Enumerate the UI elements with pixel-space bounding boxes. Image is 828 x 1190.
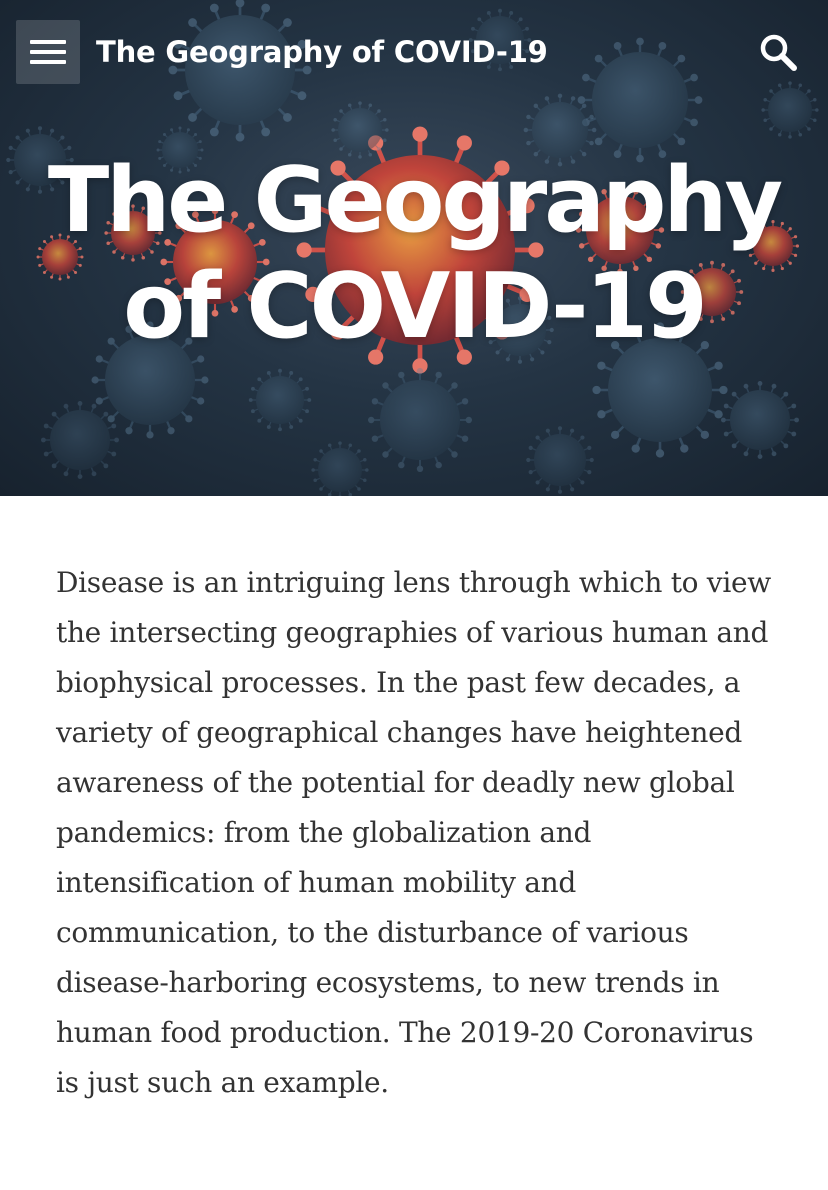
- intro-paragraph: Disease is an intriguing lens through which to view the intersecting geographies of various human and biophysical processes. In the past few decades, a variety of geographical changes have heightened awareness of the potential for deadly new global pandemics: from the globalization and intensification of human mobility and communication, to the disturbance of various disease-harboring ecosystems, to new trends in human food production. The 2019-20 Coronavirus is just such an example.: [56, 566, 771, 1099]
- article-content: [56, 558, 776, 1108]
- blue-virus-particle: [526, 426, 594, 494]
- blue-virus-particle: [41, 401, 119, 479]
- hero-banner: [0, 0, 828, 496]
- blue-virus-particle: [368, 368, 472, 472]
- top-navigation-bar: [0, 0, 828, 104]
- blue-virus-particle: [249, 369, 311, 431]
- site-title[interactable]: The Geography of COVID-19: [96, 35, 548, 69]
- page-title: The Geography of COVID-19: [47, 148, 781, 359]
- blue-virus-particle: [721, 381, 799, 459]
- blue-virus-particle: [311, 441, 368, 496]
- hamburger-menu-icon[interactable]: [16, 20, 80, 84]
- search-icon[interactable]: [752, 28, 804, 76]
